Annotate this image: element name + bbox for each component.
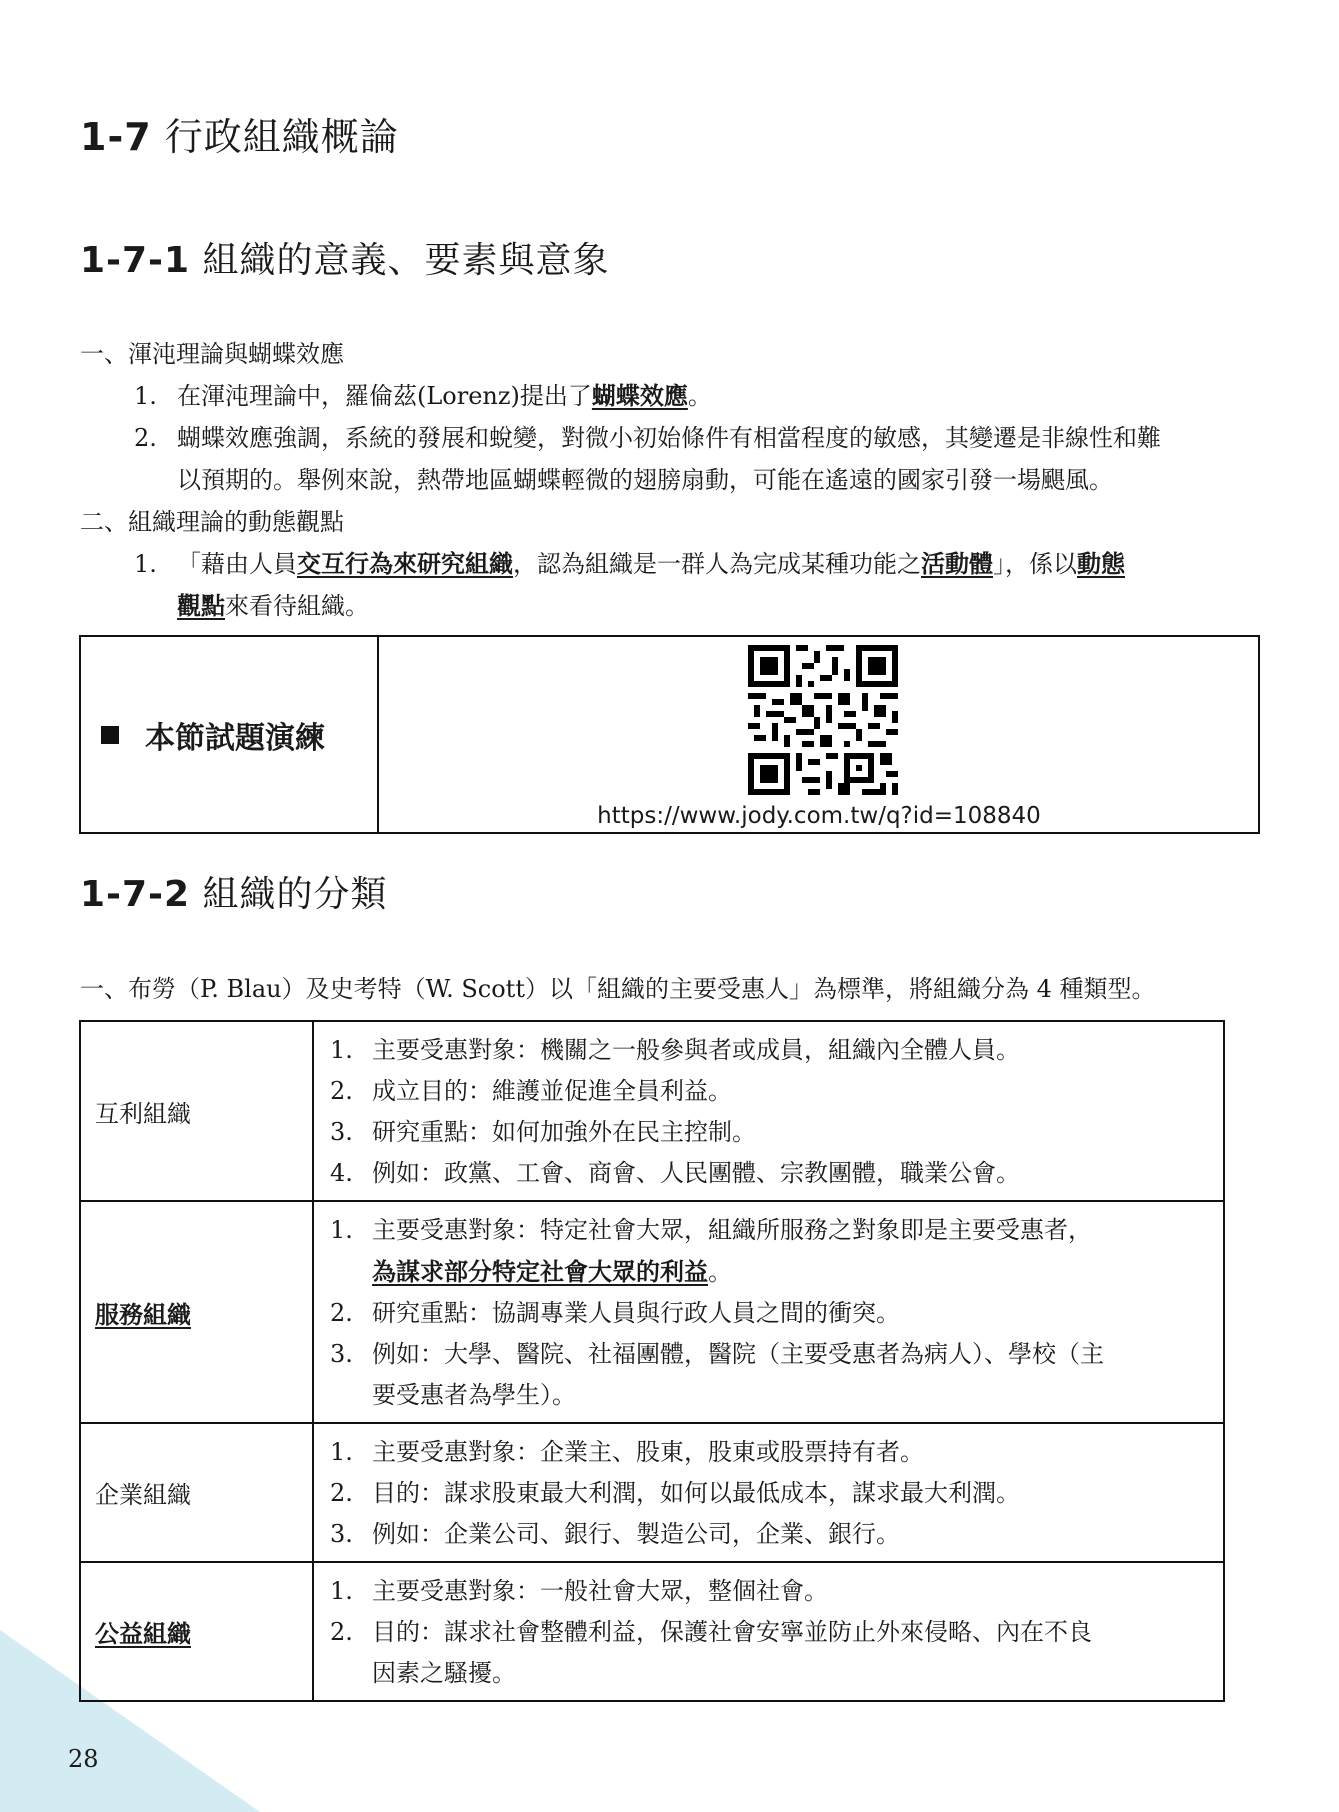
category-cell: 服務組織 <box>81 1202 314 1422</box>
page-number: 28 <box>68 1745 99 1773</box>
list-item <box>314 1571 1213 1612</box>
section-title: 組織的分類 <box>202 874 388 915</box>
table-row <box>81 1200 1223 1422</box>
practice-url[interactable]: https://www.jody.com.tw/q?id=108840 <box>597 803 1041 829</box>
item-text: 成立目的：維護並促進全員利益。 <box>372 1077 732 1105</box>
item-text: 研究重點：協調專業人員與行政人員之間的衝突。 <box>372 1299 900 1327</box>
item-number: 3. <box>330 1520 353 1548</box>
item-text: 目的：謀求社會整體利益，保護社會安寧並防止外來侵略、內在不良 <box>372 1618 1092 1646</box>
part2-title: 二、組織理論的動態觀點 <box>80 508 344 536</box>
item-text: 主要受惠對象：一般社會大眾，整個社會。 <box>372 1577 828 1605</box>
text: ，認為組織是一群人為完成某種功能之 <box>513 550 921 578</box>
item-number: 3. <box>330 1118 353 1146</box>
item-text: 主要受惠對象：企業主、股東，股東或股票持有者。 <box>372 1438 924 1466</box>
section-title: 組織的意義、要素與意象 <box>202 240 610 281</box>
text: 。 <box>687 382 712 410</box>
square-bullet-icon <box>101 726 119 744</box>
practice-label-text: 本節試題演練 <box>145 720 325 756</box>
item-number: 1. <box>330 1036 353 1064</box>
list-item <box>314 1112 1213 1153</box>
item-text: 蝴蝶效應強調，系統的發展和蛻變，對微小初始條件有相當程度的敏感，其變遷是非線性和難 <box>177 424 1161 452</box>
item-number: 1. <box>330 1577 353 1605</box>
item-number: 1. <box>134 382 157 410</box>
item-number: 1. <box>134 550 157 578</box>
description-cell <box>314 1022 1223 1200</box>
category-cell: 互利組織 <box>81 1022 314 1200</box>
emphasis: 活動體 <box>921 549 993 578</box>
practice-box <box>79 635 1260 834</box>
item-text: 例如：企業公司、銀行、製造公司，企業、銀行。 <box>372 1520 900 1548</box>
list-item <box>314 1030 1213 1071</box>
list-item <box>314 1334 1213 1416</box>
item-text-continued: 以預期的。舉例來說，熱帶地區蝴蝶輕微的翅膀扇動，可能在遙遠的國家引發一場颶風。 <box>177 466 1113 494</box>
list-item <box>314 1432 1213 1473</box>
category-cell: 公益組織 <box>81 1563 314 1700</box>
item-number: 2. <box>330 1077 353 1105</box>
item-number: 2. <box>134 424 157 452</box>
list-item <box>314 1210 1213 1293</box>
chapter-title: 行政組織概論 <box>164 115 399 159</box>
classification-table <box>79 1020 1225 1702</box>
description-cell <box>314 1202 1223 1422</box>
item-number: 2. <box>330 1479 353 1507</box>
emphasis: 蝴蝶效應 <box>591 381 688 410</box>
text: 來看待組織。 <box>225 592 369 620</box>
qr-code-icon[interactable] <box>748 645 898 795</box>
section-heading-2 <box>80 866 388 917</box>
item-number: 3. <box>330 1340 353 1368</box>
item-number: 1. <box>330 1438 353 1466</box>
list-item <box>314 1293 1213 1334</box>
text: 「藉由人員 <box>177 550 297 578</box>
table-row <box>81 1022 1223 1200</box>
section-number: 1-7-1 <box>80 240 191 281</box>
list-item <box>134 375 1264 417</box>
category-cell: 企業組織 <box>81 1424 314 1561</box>
item-text <box>177 375 712 417</box>
section-number: 1-7-2 <box>80 874 191 915</box>
item-number: 1. <box>330 1216 353 1244</box>
item-text: 例如：政黨、工會、商會、人民團體、宗教團體，職業公會。 <box>372 1159 1020 1187</box>
description-cell <box>314 1563 1223 1700</box>
item-number: 2. <box>330 1299 353 1327</box>
item-number: 4. <box>330 1159 353 1187</box>
text: 。 <box>708 1258 732 1286</box>
item-text: 主要受惠對象：特定社會大眾，組織所服務之對象即是主要受惠者， <box>372 1216 1092 1244</box>
item-text-continued: 因素之騷擾。 <box>372 1659 516 1687</box>
chapter-number: 1-7 <box>80 115 152 159</box>
practice-label <box>101 637 325 832</box>
item-text: 例如：大學、醫院、社福團體，醫院（主要受惠者為病人）、學校（主 <box>372 1340 1104 1368</box>
item-text: 主要受惠對象：機關之一般參與者或成員，組織內全體人員。 <box>372 1036 1020 1064</box>
section-heading-1 <box>80 232 610 283</box>
item-text <box>177 543 1125 585</box>
description-cell <box>314 1424 1223 1561</box>
text: 在渾沌理論中，羅倫茲(Lorenz)提出了 <box>177 382 592 410</box>
list-item <box>134 543 1264 627</box>
emphasis: 動態 <box>1077 549 1125 578</box>
item-text: 研究重點：如何加強外在民主控制。 <box>372 1118 756 1146</box>
list-item <box>314 1514 1213 1555</box>
item-text-continued <box>177 585 369 627</box>
list-item <box>314 1473 1213 1514</box>
chapter-heading <box>80 106 399 161</box>
item-number: 2. <box>330 1618 353 1646</box>
emphasis: 為謀求部分特定社會大眾的利益 <box>372 1257 708 1286</box>
classification-intro: 一、布勞（P. Blau）及史考特（W. Scott）以「組織的主要受惠人」為標準，將組織分為 4 種類型。 <box>80 975 1156 1003</box>
table-row <box>81 1561 1223 1700</box>
list-item <box>134 417 1264 501</box>
list-item <box>314 1612 1213 1694</box>
text: 」，係以 <box>993 550 1077 578</box>
emphasis: 觀點 <box>177 591 225 620</box>
item-text-continued: 要受惠者為學生）。 <box>372 1381 576 1409</box>
item-text: 目的：謀求股東最大利潤，如何以最低成本，謀求最大利潤。 <box>372 1479 1020 1507</box>
list-item <box>314 1153 1213 1194</box>
list-item <box>314 1071 1213 1112</box>
emphasis: 交互行為來研究組織 <box>297 549 513 578</box>
table-row <box>81 1422 1223 1561</box>
part1-title: 一、渾沌理論與蝴蝶效應 <box>80 340 344 368</box>
